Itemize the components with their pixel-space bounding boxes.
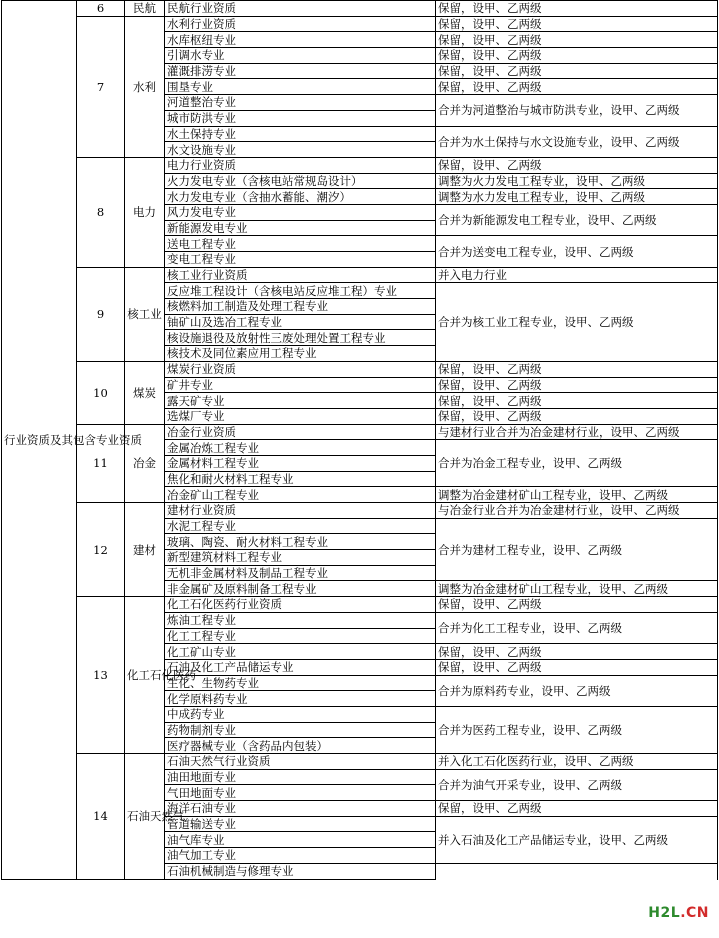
adjustment-cell: 调整为火力发电工程专业，设甲、乙两级 xyxy=(436,173,718,189)
specialty-cell: 灌溉排涝专业 xyxy=(165,63,436,79)
watermark-logo xyxy=(648,905,709,921)
adjustment-cell: 保留，设甲、乙两级 xyxy=(436,48,718,64)
category-cell: 行业资质及其包含专业资质 xyxy=(2,1,77,880)
specialty-cell: 城市防洪专业 xyxy=(165,110,436,126)
specialty-cell: 核技术及同位素应用工程专业 xyxy=(165,346,436,362)
specialty-cell: 金属材料工程专业 xyxy=(165,455,436,471)
adjustment-cell: 合并为核工业工程专业，设甲、乙两级 xyxy=(436,283,718,361)
specialty-cell: 河道整治专业 xyxy=(165,95,436,111)
specialty-cell: 生化、生物药专业 xyxy=(165,675,436,691)
adjustment-cell: 保留，设甲、乙两级 xyxy=(436,393,718,409)
adjustment-cell: 保留，设甲、乙两级 xyxy=(436,801,718,817)
adjustment-cell: 合并为水土保持与水文设施专业，设甲、乙两级 xyxy=(436,126,718,157)
specialty-cell: 火力发电专业（含核电站常规岛设计） xyxy=(165,173,436,189)
specialty-cell: 冶金行业资质 xyxy=(165,424,436,440)
specialty-cell: 玻璃、陶瓷、耐火材料工程专业 xyxy=(165,534,436,550)
specialty-cell: 送电工程专业 xyxy=(165,236,436,252)
specialty-cell: 水泥工程专业 xyxy=(165,518,436,534)
specialty-cell: 药物制剂专业 xyxy=(165,722,436,738)
table-row xyxy=(2,1,718,17)
industry-name-cell: 民航 xyxy=(125,1,165,17)
specialty-cell: 风力发电专业 xyxy=(165,204,436,220)
industry-number-cell: 14 xyxy=(77,754,125,880)
specialty-cell: 气田地面专业 xyxy=(165,785,436,801)
specialty-cell: 露天矿专业 xyxy=(165,393,436,409)
industry-name-cell: 水利 xyxy=(125,16,165,157)
specialty-cell: 矿井专业 xyxy=(165,377,436,393)
industry-number-cell: 13 xyxy=(77,597,125,754)
adjustment-cell: 调整为冶金建材矿山工程专业，设甲、乙两级 xyxy=(436,581,718,597)
specialty-cell: 反应堆工程设计（含核电站反应堆工程）专业 xyxy=(165,283,436,299)
specialty-cell: 核设施退役及放射性三废处理处置工程专业 xyxy=(165,330,436,346)
specialty-cell: 非金属矿及原料制备工程专业 xyxy=(165,581,436,597)
adjustment-cell: 保留，设甲、乙两级 xyxy=(436,377,718,393)
adjustment-cell: 保留，设甲、乙两级 xyxy=(436,408,718,424)
adjustment-cell: 合并为医药工程专业，设甲、乙两级 xyxy=(436,706,718,753)
qualification-table xyxy=(1,0,718,880)
specialty-cell: 油气加工专业 xyxy=(165,848,436,864)
adjustment-cell: 与建材行业合并为冶金建材行业，设甲、乙两级 xyxy=(436,424,718,440)
specialty-cell: 核燃料加工制造及处理工程专业 xyxy=(165,299,436,315)
industry-name-cell: 核工业 xyxy=(125,267,165,361)
specialty-cell: 油田地面专业 xyxy=(165,769,436,785)
specialty-cell: 化工石化医药行业资质 xyxy=(165,597,436,613)
adjustment-cell: 并入电力行业 xyxy=(436,267,718,283)
adjustment-cell: 合并为油气开采专业，设甲、乙两级 xyxy=(436,769,718,800)
specialty-cell: 无机非金属材料及制品工程专业 xyxy=(165,565,436,581)
specialty-cell: 金属冶炼工程专业 xyxy=(165,440,436,456)
adjustment-cell: 合并为化工工程专业，设甲、乙两级 xyxy=(436,612,718,643)
specialty-cell: 水库枢纽专业 xyxy=(165,32,436,48)
table-body xyxy=(2,1,718,880)
specialty-cell: 民航行业资质 xyxy=(165,1,436,17)
industry-name-cell: 冶金 xyxy=(125,424,165,502)
industry-number-cell: 11 xyxy=(77,424,125,502)
specialty-cell: 海洋石油专业 xyxy=(165,801,436,817)
industry-number-cell: 8 xyxy=(77,157,125,267)
adjustment-cell: 保留，设甲、乙两级 xyxy=(436,361,718,377)
adjustment-cell: 保留，设甲、乙两级 xyxy=(436,157,718,173)
watermark-part-1: H2L xyxy=(648,905,681,921)
specialty-cell: 电力行业资质 xyxy=(165,157,436,173)
specialty-cell: 石油机械制造与修理专业 xyxy=(165,863,436,879)
specialty-cell: 引调水专业 xyxy=(165,48,436,64)
adjustment-cell: 保留，设甲、乙两级 xyxy=(436,644,718,660)
industry-name-cell: 建材 xyxy=(125,503,165,597)
specialty-cell: 焦化和耐火材料工程专业 xyxy=(165,471,436,487)
adjustment-cell: 保留，设甲、乙两级 xyxy=(436,63,718,79)
specialty-cell: 化工工程专业 xyxy=(165,628,436,644)
adjustment-cell: 合并为河道整治与城市防洪专业，设甲、乙两级 xyxy=(436,95,718,126)
specialty-cell: 煤炭行业资质 xyxy=(165,361,436,377)
specialty-cell: 医疗器械专业（含药品内包装） xyxy=(165,738,436,754)
adjustment-cell: 合并为原料药专业，设甲、乙两级 xyxy=(436,675,718,706)
adjustment-cell: 合并为送变电工程专业，设甲、乙两级 xyxy=(436,236,718,267)
adjustment-cell: 保留，设甲、乙两级 xyxy=(436,597,718,613)
industry-name-cell: 化工石化医药 xyxy=(125,597,165,754)
adjustment-cell: 调整为冶金建材矿山工程专业，设甲、乙两级 xyxy=(436,487,718,503)
industry-number-cell: 9 xyxy=(77,267,125,361)
specialty-cell: 油气库专业 xyxy=(165,832,436,848)
specialty-cell: 管道输送专业 xyxy=(165,816,436,832)
specialty-cell: 化工矿山专业 xyxy=(165,644,436,660)
industry-number-cell: 6 xyxy=(77,1,125,17)
table-row xyxy=(2,597,718,613)
adjustment-cell: 保留，设甲、乙两级 xyxy=(436,32,718,48)
table-row xyxy=(2,16,718,32)
adjustment-cell: 调整为水力发电工程专业，设甲、乙两级 xyxy=(436,189,718,205)
table-row xyxy=(2,157,718,173)
specialty-cell: 新能源发电专业 xyxy=(165,220,436,236)
specialty-cell: 水土保持专业 xyxy=(165,126,436,142)
table-row xyxy=(2,503,718,519)
adjustment-cell: 并入石油及化工产品储运专业，设甲、乙两级 xyxy=(436,816,718,863)
watermark-part-2: .CN xyxy=(680,905,709,921)
specialty-cell: 石油天然气行业资质 xyxy=(165,754,436,770)
adjustment-cell: 合并为冶金工程专业，设甲、乙两级 xyxy=(436,440,718,487)
adjustment-cell: 保留，设甲、乙两级 xyxy=(436,1,718,17)
specialty-cell: 水文设施专业 xyxy=(165,142,436,158)
specialty-cell: 中成药专业 xyxy=(165,706,436,722)
adjustment-cell: 保留，设甲、乙两级 xyxy=(436,659,718,675)
specialty-cell: 水利行业资质 xyxy=(165,16,436,32)
specialty-cell: 核工业行业资质 xyxy=(165,267,436,283)
adjustment-cell: 并入化工石化医药行业，设甲、乙两级 xyxy=(436,754,718,770)
adjustment-cell: 保留，设甲、乙两级 xyxy=(436,79,718,95)
industry-name-cell: 电力 xyxy=(125,157,165,267)
table-row xyxy=(2,361,718,377)
specialty-cell: 铀矿山及选冶工程专业 xyxy=(165,314,436,330)
industry-name-cell: 石油天然气 xyxy=(125,754,165,880)
adjustment-cell: 合并为新能源发电工程专业，设甲、乙两级 xyxy=(436,204,718,235)
specialty-cell: 水力发电专业（含抽水蓄能、潮汐） xyxy=(165,189,436,205)
specialty-cell: 选煤厂专业 xyxy=(165,408,436,424)
adjustment-cell: 与冶金行业合并为冶金建材行业，设甲、乙两级 xyxy=(436,503,718,519)
table-row xyxy=(2,754,718,770)
industry-number-cell: 12 xyxy=(77,503,125,597)
specialty-cell: 建材行业资质 xyxy=(165,503,436,519)
specialty-cell: 化学原料药专业 xyxy=(165,691,436,707)
adjustment-cell: 保留，设甲、乙两级 xyxy=(436,16,718,32)
specialty-cell: 围垦专业 xyxy=(165,79,436,95)
specialty-cell: 炼油工程专业 xyxy=(165,612,436,628)
specialty-cell: 变电工程专业 xyxy=(165,252,436,268)
table-row xyxy=(2,267,718,283)
industry-name-cell: 煤炭 xyxy=(125,361,165,424)
adjustment-cell: 合并为建材工程专业，设甲、乙两级 xyxy=(436,518,718,581)
specialty-cell: 新型建筑材料工程专业 xyxy=(165,550,436,566)
industry-number-cell: 10 xyxy=(77,361,125,424)
industry-number-cell: 7 xyxy=(77,16,125,157)
specialty-cell: 石油及化工产品储运专业 xyxy=(165,659,436,675)
specialty-cell: 冶金矿山工程专业 xyxy=(165,487,436,503)
